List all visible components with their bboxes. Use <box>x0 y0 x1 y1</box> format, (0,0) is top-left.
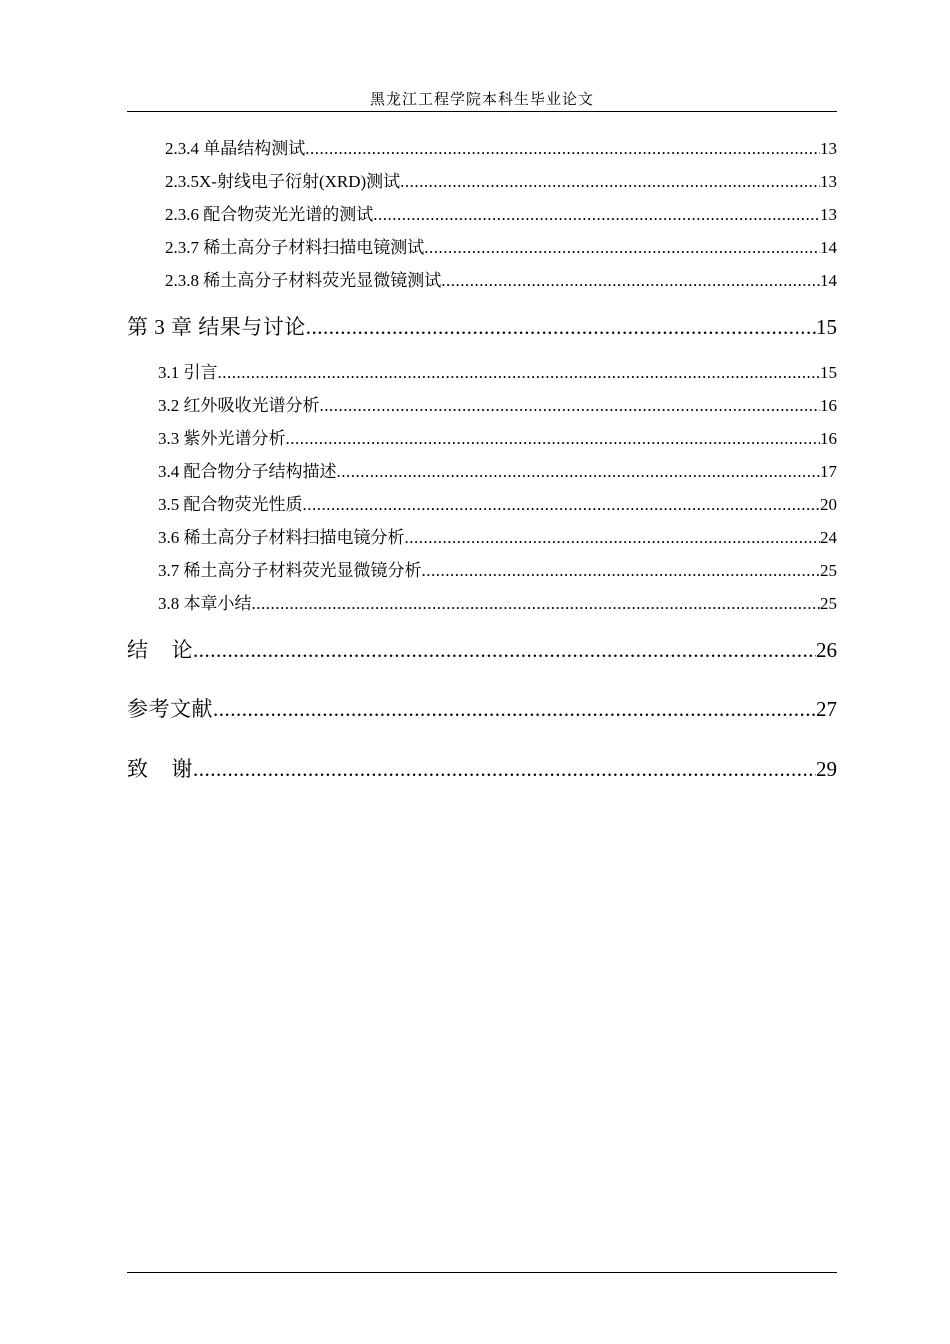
toc-page-number: 26 <box>816 638 837 662</box>
toc-page-number: 14 <box>820 271 837 290</box>
toc-entry-label: 第 3 章 结果与讨论 <box>127 315 306 339</box>
toc-leader-dots <box>218 361 821 385</box>
toc-entry-label: 3.5 配合物荧光性质 <box>158 495 303 514</box>
toc-entry-label: 3.2 红外吸收光谱分析 <box>158 396 320 415</box>
toc-leader-dots <box>193 635 816 665</box>
toc-entry-label: 3.3 紫外光谱分析 <box>158 429 286 448</box>
toc-entry-label: 2.3.5X-射线电子衍射(XRD)测试 <box>165 172 401 191</box>
toc-page-number: 13 <box>820 172 837 191</box>
toc-page-number: 17 <box>820 462 837 481</box>
toc-leader-dots <box>320 394 821 418</box>
toc-leader-dots <box>405 526 821 550</box>
toc-page-number: 14 <box>820 238 837 257</box>
toc-leader-dots <box>252 592 821 616</box>
toc-page-number: 16 <box>820 429 837 448</box>
toc-entry-references[interactable] <box>127 694 837 724</box>
toc-entry-3-4[interactable] <box>158 460 837 484</box>
footer-rule <box>127 1272 837 1273</box>
toc-page-number: 16 <box>820 396 837 415</box>
toc-entry-label: 2.3.4 单晶结构测试 <box>165 139 306 158</box>
toc-page-number: 25 <box>820 561 837 580</box>
toc-entry-acknowledgements[interactable] <box>127 754 837 784</box>
toc-entry-2-3-8[interactable] <box>165 269 837 293</box>
toc-entry-conclusion[interactable] <box>127 635 837 665</box>
toc-entry-3-8[interactable] <box>158 592 837 616</box>
toc-leader-dots <box>400 170 820 194</box>
toc-entry-label: 3.4 配合物分子结构描述 <box>158 462 337 481</box>
toc-entry-label: 3.6 稀土高分子材料扫描电镜分析 <box>158 528 405 547</box>
toc-leader-dots <box>286 427 821 451</box>
toc-page-number: 24 <box>820 528 837 547</box>
toc-entry-3-2[interactable] <box>158 394 837 418</box>
toc-page-number: 27 <box>816 697 837 721</box>
header-rule <box>127 111 837 112</box>
toc-leader-dots <box>373 203 820 227</box>
toc-entry-2-3-4[interactable] <box>165 137 837 161</box>
toc-leader-dots <box>305 137 820 161</box>
toc-page-number: 15 <box>816 315 837 339</box>
toc-entry-label: 2.3.7 稀土高分子材料扫描电镜测试 <box>165 238 425 257</box>
toc-entry-label: 3.8 本章小结 <box>158 594 252 613</box>
toc-page-number: 29 <box>816 757 837 781</box>
toc-entry-chapter-3[interactable] <box>127 312 837 342</box>
toc-entry-3-5[interactable] <box>158 493 837 517</box>
toc-entry-2-3-5[interactable] <box>165 170 837 194</box>
toc-entry-label: 2.3.8 稀土高分子材料荧光显微镜测试 <box>165 271 442 290</box>
toc-page-number: 13 <box>820 139 837 158</box>
toc-page-number: 20 <box>820 495 837 514</box>
toc-entry-3-7[interactable] <box>158 559 837 583</box>
toc-entry-3-3[interactable] <box>158 427 837 451</box>
toc-entry-label: 结 论 <box>127 638 193 662</box>
running-header: 黑龙江工程学院本科生毕业论文 <box>369 92 594 108</box>
toc-page-number: 13 <box>820 205 837 224</box>
toc-entry-label: 2.3.6 配合物荧光光谱的测试 <box>165 205 374 224</box>
toc-leader-dots <box>441 269 820 293</box>
toc-entry-label: 致 谢 <box>127 757 193 781</box>
toc-entry-2-3-7[interactable] <box>165 236 837 260</box>
toc-leader-dots <box>213 694 816 724</box>
toc-entry-3-1[interactable] <box>158 361 837 385</box>
toc-page-number: 15 <box>820 363 837 382</box>
toc-entry-2-3-6[interactable] <box>165 203 837 227</box>
toc-leader-dots <box>424 236 820 260</box>
toc-leader-dots <box>193 754 816 784</box>
toc-leader-dots <box>303 493 821 517</box>
toc-leader-dots <box>306 312 816 342</box>
toc-entry-label: 3.7 稀土高分子材料荧光显微镜分析 <box>158 561 422 580</box>
toc-leader-dots <box>337 460 821 484</box>
toc-entry-label: 参考文献 <box>127 697 213 721</box>
toc-page-number: 25 <box>820 594 837 613</box>
toc-entry-label: 3.1 引言 <box>158 363 218 382</box>
toc-entry-3-6[interactable] <box>158 526 837 550</box>
toc-leader-dots <box>422 559 821 583</box>
